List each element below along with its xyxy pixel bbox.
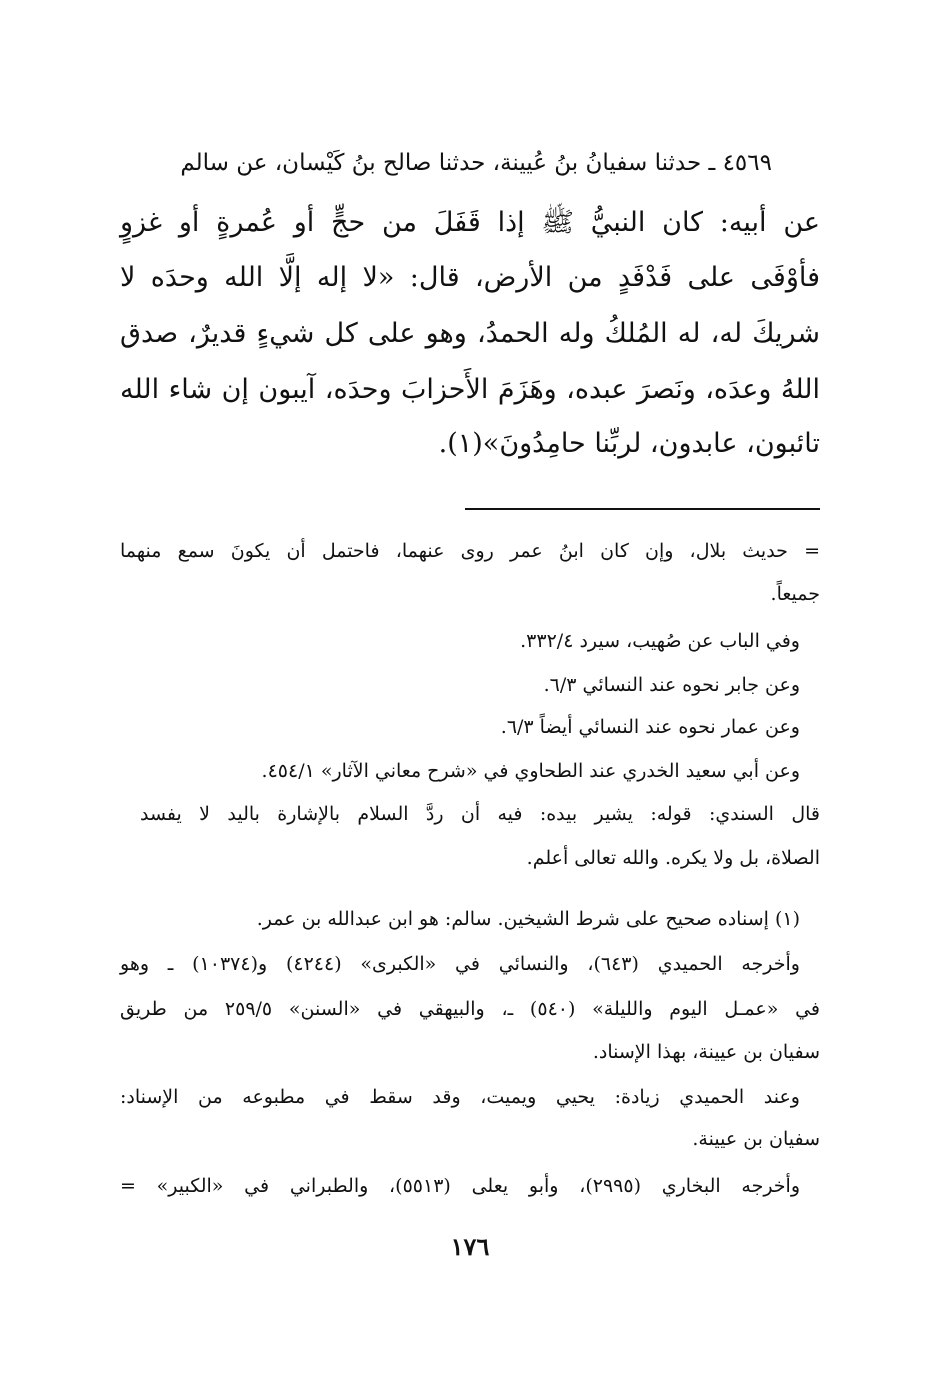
footnote-line-14: سفيان بن عيينة. [692,1128,820,1150]
footnote-line-6: وعن أبي سعيد الخدري عند الطحاوي في «شرح معاني الآثار» ٤٥٤/١. [261,760,800,782]
hadith-line-1: ٤٥٦٩ ـ حدثنا سفيانُ بنُ عُيينة، حدثنا صالح بنُ كَيْسان، عن سالم [180,150,772,176]
footnote-separator [465,508,820,510]
footnote-line-4: وعن جابر نحوه عند النسائي ٦/٣. [543,674,800,696]
footnote-line-15: وأخرجه البخاري (٢٩٩٥)، وأبو يعلى (٥٥١٣)، والطبراني في «الكبير» = [120,1175,800,1197]
footnote-line-9: (١) إسناده صحيح على شرط الشيخين. سالم: هو ابن عبدالله بن عمر. [256,908,800,930]
footnote-line-12: سفيان بن عيينة، بهذا الإسناد. [592,1041,820,1063]
hadith-line-4: شريكَ له، له المُلكُ وله الحمدُ، وهو على كل شيءٍ قديرٌ، صدق [120,318,820,349]
footnote-line-13: وعند الحميدي زيادة: يحيي ويميت، وقد سقط في مطبوعه من الإسناد: [120,1086,800,1108]
footnote-line-5: وعن عمار نحوه عند النسائي أيضاً ٦/٣. [500,716,800,738]
hadith-line-2: عن أبيه: كان النبيُّ ﷺ إذا قَفَلَ من حجٍّ أو عُمرةٍ أو غزوٍ [120,207,820,238]
hadith-line-6: تائبون، عابدون، لربِّنا حامِدُونَ»(١). [438,428,820,459]
hadith-line-3: فأوْفَى على فَدْفَدٍ من الأرض، قال: «لا إله إلَّا الله وحدَه لا [120,262,820,293]
page-number: ١٧٦ [450,1232,490,1261]
footnote-line-7: قال السندي: قوله: يشير بيده: فيه أن ردَّ السلام بالإشارة باليد لا يفسد [140,803,820,825]
footnote-line-1: = حديث بلال، وإن كان ابنُ عمر روى عنهما، فاحتمل أن يكونَ سمع منهما [120,540,820,562]
footnote-line-3: وفي الباب عن صُهيب، سيرد ٣٣٢/٤. [520,630,800,652]
footnote-line-8: الصلاة، بل ولا يكره. والله تعالى أعلم. [526,847,820,869]
footnote-line-10: وأخرجه الحميدي (٦٤٣)، والنسائي في «الكبرى» (٤٢٤٤) و(١٠٣٧٤) ـ وهو [120,953,800,975]
hadith-line-5: اللهُ وعدَه، ونَصرَ عبده، وهَزَمَ الأَحزابَ وحدَه، آيبون إن شاء الله [120,374,820,405]
footnote-line-2: جميعاً. [770,583,820,605]
footnote-line-11: في «عمـل اليوم والليلة» (٥٤٠) ـ، والبيهقي في «السنن» ٢٥٩/٥ من طريق [120,998,821,1020]
